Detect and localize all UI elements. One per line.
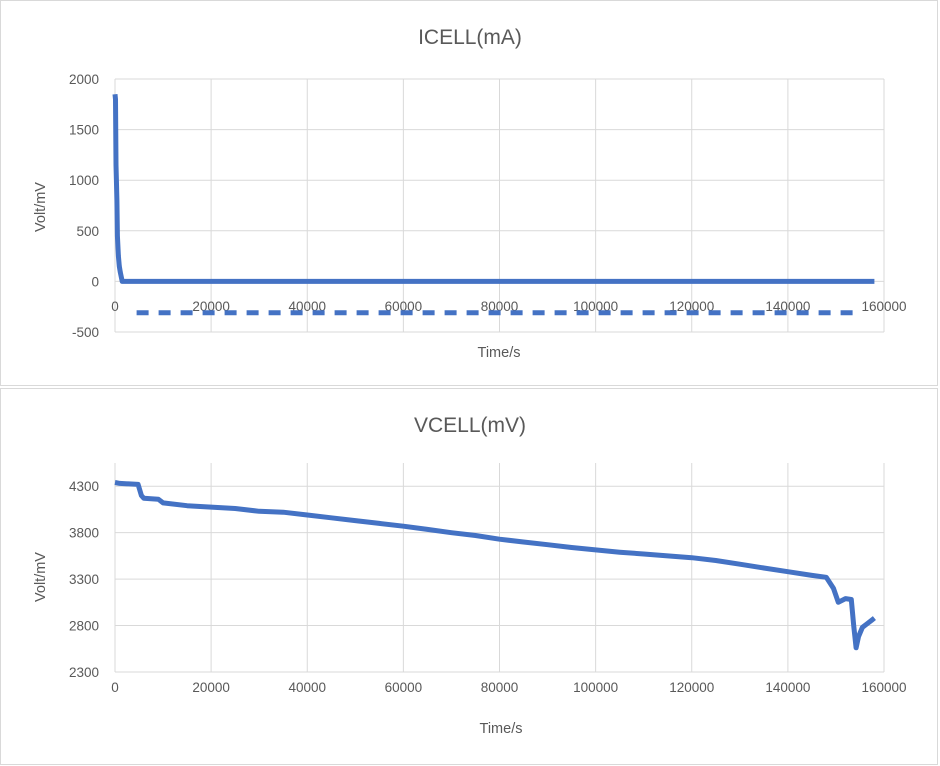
vcell-chart-panel	[0, 388, 938, 765]
vcell-x-tick-label: 140000	[765, 680, 811, 695]
vcell-x-tick-label: 160000	[861, 680, 907, 695]
icell-y-tick-label: 1500	[68, 122, 99, 138]
icell-chart-title: ICELL(mA)	[418, 26, 522, 49]
vcell-x-tick-label: 60000	[384, 680, 423, 695]
icell-x-axis-label: Time/s	[477, 345, 521, 361]
icell-y-tick-label: 1000	[68, 173, 99, 189]
vcell-chart	[1, 389, 939, 766]
icell-x-tick-label: 80000	[480, 299, 519, 314]
icell-y-tick-label: 0	[91, 274, 99, 290]
vcell-chart-title: VCELL(mV)	[413, 414, 527, 437]
icell-y-tick-label: 500	[76, 223, 99, 239]
icell-x-tick-label: 120000	[669, 299, 715, 314]
vcell-y-tick-label: 4300	[68, 479, 99, 495]
icell-y-tick-label: 2000	[68, 72, 99, 87]
vcell-y-axis-label: Volt/mV	[33, 552, 49, 602]
icell-x-tick-label: 40000	[288, 299, 327, 314]
vcell-x-tick-label: 100000	[573, 680, 619, 695]
vcell-x-tick-label: 0	[111, 680, 119, 695]
icell-series-line-1	[115, 94, 874, 281]
vcell-y-tick-label: 3800	[68, 525, 99, 541]
icell-x-tick-label: 160000	[861, 299, 907, 314]
icell-x-tick-label: 20000	[192, 299, 230, 314]
vcell-y-tick-label: 3300	[68, 572, 99, 588]
vcell-series-line-1	[115, 483, 874, 648]
icell-chart	[1, 1, 939, 387]
vcell-y-tick-label: 2300	[68, 665, 99, 680]
vcell-x-tick-label: 80000	[480, 680, 519, 695]
icell-y-axis-label: Volt/mV	[33, 182, 49, 232]
vcell-x-axis-label: Time/s	[479, 721, 523, 737]
vcell-x-tick-label: 120000	[669, 680, 715, 695]
icell-x-tick-label: 140000	[765, 299, 811, 314]
vcell-x-tick-label: 40000	[288, 680, 327, 695]
vcell-x-tick-label: 20000	[192, 680, 230, 695]
vcell-y-tick-label: 2800	[68, 618, 99, 634]
icell-x-tick-label: 0	[111, 299, 119, 314]
icell-x-tick-label: 60000	[384, 299, 423, 314]
icell-gridlines	[115, 79, 884, 332]
icell-y-tick-label: -500	[71, 325, 99, 340]
icell-x-tick-label: 100000	[573, 299, 619, 314]
